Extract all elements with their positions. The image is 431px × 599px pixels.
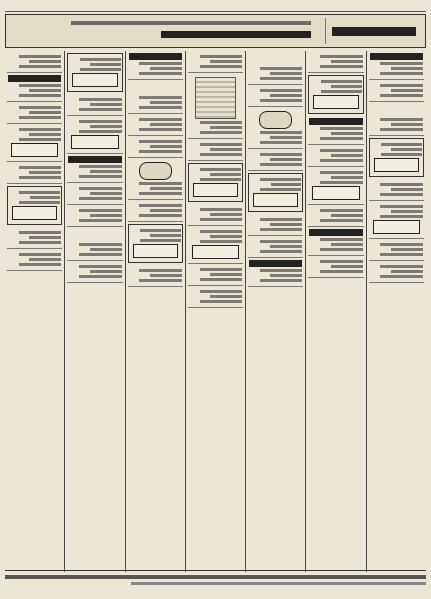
classified-ad	[67, 94, 122, 116]
ad-phone-number	[373, 220, 420, 234]
ad-text-line	[210, 273, 242, 276]
classified-ad	[248, 236, 303, 258]
classified-ad	[67, 205, 122, 227]
ads-grid	[5, 51, 426, 572]
ad-text-line	[260, 279, 303, 282]
ad-text-line	[200, 55, 243, 58]
ad-logo-badge	[139, 162, 172, 180]
ad-phone-number	[11, 143, 58, 157]
classified-ad	[248, 214, 303, 236]
ad-heading	[68, 156, 121, 163]
ad-text-line	[391, 188, 423, 191]
classified-ad	[7, 73, 62, 102]
ad-column-6	[64, 51, 124, 572]
ad-text-line	[270, 274, 302, 277]
ad-text-line	[320, 238, 363, 241]
footer-line	[5, 575, 426, 579]
ad-text-line	[200, 178, 241, 181]
ad-text-line	[271, 183, 302, 186]
classified-ad	[7, 124, 62, 162]
ad-text-line	[200, 168, 241, 171]
ad-text-line	[380, 265, 423, 268]
ad-phone-number	[193, 183, 238, 197]
ad-heading	[309, 118, 362, 125]
ad-text-line	[79, 209, 122, 212]
ad-text-line	[270, 223, 302, 226]
ad-text-line	[380, 118, 423, 121]
ad-text-line	[150, 187, 182, 190]
ad-text-line	[260, 178, 301, 181]
classified-ad	[67, 261, 122, 283]
classified-ad	[128, 136, 183, 158]
ad-text-line	[79, 98, 122, 101]
ad-text-line	[200, 153, 243, 156]
ad-text-line	[150, 274, 182, 277]
ad-text-line	[29, 60, 61, 63]
ad-text-line	[200, 268, 243, 271]
classified-ad	[248, 85, 303, 107]
ad-text-line	[140, 239, 181, 242]
ad-text-line	[139, 72, 182, 75]
ad-phone-number	[72, 73, 117, 87]
classified-ad	[188, 204, 243, 226]
ad-text-line	[139, 62, 182, 65]
ad-text-line	[139, 106, 182, 109]
ad-text-line	[391, 248, 423, 251]
ad-text-line	[320, 159, 363, 162]
ad-text-line	[90, 103, 122, 106]
ad-text-line	[381, 153, 422, 156]
ad-text-line	[260, 240, 303, 243]
ad-text-line	[139, 269, 182, 272]
ad-text-line	[200, 65, 243, 68]
ad-text-line	[380, 205, 423, 208]
classified-ad	[128, 265, 183, 287]
ad-text-line	[150, 67, 182, 70]
classified-ad	[248, 173, 303, 212]
ad-text-line	[79, 243, 122, 246]
classified-ad	[188, 139, 243, 161]
ad-text-line	[260, 188, 301, 191]
ad-text-line	[210, 148, 242, 151]
ad-heading	[8, 75, 61, 82]
classified-ad	[128, 114, 183, 136]
ad-text-line	[260, 141, 303, 144]
ad-text-line	[200, 300, 243, 303]
ad-text-line	[29, 258, 61, 261]
classified-ad	[308, 167, 363, 205]
ad-title	[249, 53, 302, 65]
page-footer	[5, 570, 426, 595]
ad-text-line	[381, 143, 422, 146]
ad-text-line	[29, 171, 61, 174]
classified-ad	[369, 239, 424, 261]
ad-text-line	[320, 149, 363, 152]
masthead-contact	[11, 18, 311, 44]
classifieds-masthead	[5, 14, 426, 48]
ad-text-line	[380, 215, 423, 218]
classified-ad	[128, 224, 183, 263]
ad-text-line	[320, 260, 363, 263]
classified-ad	[128, 158, 183, 200]
ad-text-line	[380, 243, 423, 246]
ad-text-line	[270, 72, 302, 75]
ad-text-line	[331, 132, 363, 135]
ad-text-line	[19, 263, 62, 266]
ad-text-line	[321, 90, 362, 93]
ad-column-4	[185, 51, 245, 572]
ad-text-line	[260, 89, 303, 92]
ad-text-line	[139, 140, 182, 143]
phones-line	[161, 31, 311, 38]
ad-text-line	[79, 130, 122, 133]
ad-text-line	[19, 65, 62, 68]
ad-text-line	[139, 279, 182, 282]
ad-text-line	[320, 171, 363, 174]
classified-ad	[369, 102, 424, 136]
ad-text-line	[79, 108, 122, 111]
classified-ad	[188, 163, 243, 202]
ad-text-line	[19, 84, 62, 87]
ad-text-line	[79, 275, 122, 278]
ad-text-line	[80, 68, 121, 71]
classified-ad	[308, 256, 363, 278]
ad-phone-number	[71, 135, 118, 149]
ad-text-line	[331, 214, 363, 217]
ad-text-line	[331, 176, 363, 179]
ad-text-line	[200, 143, 243, 146]
ad-column-1	[366, 51, 426, 572]
classified-ad	[308, 75, 363, 114]
ad-text-line	[150, 145, 182, 148]
ad-text-line	[19, 201, 60, 204]
ad-text-line	[79, 253, 122, 256]
ad-text-line	[210, 173, 241, 176]
ad-text-line	[260, 99, 303, 102]
ad-text-line	[19, 106, 62, 109]
ad-logo-badge	[259, 111, 292, 129]
ad-text-line	[29, 236, 61, 239]
classified-ad	[369, 51, 424, 80]
classified-ad	[308, 227, 363, 256]
ad-text-line	[90, 63, 121, 66]
ad-text-line	[320, 65, 363, 68]
ad-text-line	[90, 170, 122, 173]
contact-text-line	[71, 21, 311, 25]
ad-text-line	[80, 58, 121, 61]
classified-ad	[128, 51, 183, 80]
classified-ad	[188, 51, 243, 73]
ad-text-line	[210, 235, 242, 238]
ad-heading	[309, 229, 362, 236]
classified-ad	[308, 116, 363, 145]
ad-text-line	[90, 125, 122, 128]
ad-text-line	[90, 192, 122, 195]
ad-heading	[129, 53, 182, 60]
classified-ad	[369, 261, 424, 283]
page-top-line	[5, 4, 426, 12]
ad-text-line	[19, 253, 62, 256]
ad-text-line	[331, 154, 363, 157]
classified-ad	[128, 200, 183, 222]
classified-ad	[188, 226, 243, 264]
ad-text-line	[200, 290, 243, 293]
ad-text-line	[380, 72, 423, 75]
ad-text-line	[19, 166, 62, 169]
ad-text-line	[320, 270, 363, 273]
classified-ad	[188, 73, 243, 139]
ad-phone-number	[12, 206, 57, 220]
ad-text-line	[320, 137, 363, 140]
classified-ad	[67, 227, 122, 261]
classified-ad	[248, 258, 303, 287]
ad-column-7	[5, 51, 64, 572]
classified-ad	[7, 249, 62, 271]
classified-ad	[248, 51, 303, 85]
ad-text-line	[200, 240, 243, 243]
ad-text-line	[19, 138, 62, 141]
ad-text-line	[380, 62, 423, 65]
ad-text-line	[331, 243, 363, 246]
ad-text-line	[150, 209, 182, 212]
ad-text-line	[210, 60, 242, 63]
ad-text-line	[19, 241, 62, 244]
ad-text-line	[260, 250, 303, 253]
ad-text-line	[200, 230, 243, 233]
ad-text-line	[19, 231, 62, 234]
ad-text-line	[90, 248, 122, 251]
classified-ad	[67, 116, 122, 154]
ad-text-line	[391, 270, 423, 273]
ad-text-line	[391, 123, 423, 126]
ad-text-line	[380, 193, 423, 196]
ad-text-line	[200, 218, 243, 221]
ad-text-line	[90, 214, 122, 217]
ad-text-line	[139, 182, 182, 185]
ad-text-line	[331, 265, 363, 268]
ad-text-line	[391, 89, 423, 92]
ad-text-line	[380, 84, 423, 87]
classified-ad	[67, 154, 122, 183]
classified-ad	[7, 102, 62, 124]
ad-text-line	[200, 131, 243, 134]
ad-text-line	[321, 80, 362, 83]
ad-text-line	[210, 126, 242, 129]
ad-title	[68, 229, 121, 241]
ad-text-line	[19, 55, 62, 58]
ad-title	[370, 104, 423, 116]
ad-text-line	[79, 175, 122, 178]
ad-text-line	[260, 218, 303, 221]
ad-text-line	[19, 128, 62, 131]
ad-text-line	[260, 163, 303, 166]
classified-ad	[369, 80, 424, 102]
ad-text-line	[380, 128, 423, 131]
ad-text-line	[331, 85, 362, 88]
ad-text-line	[260, 67, 303, 70]
ad-text-line	[150, 234, 181, 237]
ad-text-line	[391, 148, 422, 151]
ad-text-line	[380, 275, 423, 278]
ad-text-line	[380, 253, 423, 256]
classified-ad	[369, 138, 424, 177]
ad-text-line	[29, 111, 61, 114]
ad-text-line	[139, 150, 182, 153]
classified-ad	[67, 53, 122, 92]
classified-ad	[128, 80, 183, 114]
ad-text-line	[139, 128, 182, 131]
newspaper-logo	[325, 18, 422, 44]
ad-text-line	[79, 265, 122, 268]
ad-text-line	[210, 213, 242, 216]
classified-ad	[308, 51, 363, 73]
ad-text-line	[270, 158, 302, 161]
classified-ad	[7, 186, 62, 225]
ad-text-line	[79, 219, 122, 222]
ad-phone-number	[192, 245, 239, 259]
ad-text-line	[320, 209, 363, 212]
classified-ad	[7, 227, 62, 249]
classified-ad	[188, 264, 243, 286]
ad-phone-number	[313, 95, 358, 109]
ad-text-line	[200, 121, 243, 124]
ad-column-2	[305, 51, 365, 572]
ad-text-line	[320, 181, 363, 184]
ad-text-line	[270, 136, 302, 139]
ad-phone-number	[312, 186, 359, 200]
classified-ad	[67, 183, 122, 205]
ad-text-line	[320, 55, 363, 58]
classified-ad	[188, 286, 243, 308]
ad-text-line	[150, 123, 182, 126]
ad-text-line	[210, 295, 242, 298]
ad-text-line	[320, 219, 363, 222]
ad-text-line	[320, 248, 363, 251]
ad-text-line	[320, 127, 363, 130]
ad-text-line	[19, 191, 60, 194]
ad-text-line	[139, 204, 182, 207]
ad-text-line	[380, 94, 423, 97]
ad-text-line	[79, 187, 122, 190]
ad-heading	[370, 53, 423, 60]
classified-ad	[369, 201, 424, 239]
ad-illustration	[195, 77, 236, 119]
ad-column-3	[245, 51, 305, 572]
ad-text-line	[200, 208, 243, 211]
ad-title	[129, 82, 182, 94]
ad-phone-number	[133, 244, 178, 258]
ad-text-line	[200, 278, 243, 281]
ad-text-line	[150, 101, 182, 104]
ad-text-line	[90, 270, 122, 273]
classified-ad	[308, 205, 363, 227]
ad-text-line	[79, 120, 122, 123]
classified-ad	[248, 149, 303, 171]
ad-text-line	[260, 77, 303, 80]
ad-text-line	[331, 60, 363, 63]
classified-ad	[248, 107, 303, 149]
ad-text-line	[139, 96, 182, 99]
ad-text-line	[139, 214, 182, 217]
ad-text-line	[19, 176, 62, 179]
ad-text-line	[260, 153, 303, 156]
ad-text-line	[270, 245, 302, 248]
ad-phone-number	[374, 158, 419, 172]
ad-text-line	[380, 183, 423, 186]
classified-ad	[308, 145, 363, 167]
ad-text-line	[29, 89, 61, 92]
ad-text-line	[79, 197, 122, 200]
ad-text-line	[260, 228, 303, 231]
ad-text-line	[140, 229, 181, 232]
ad-text-line	[260, 269, 303, 272]
ad-text-line	[139, 118, 182, 121]
ad-text-line	[19, 94, 62, 97]
ad-text-line	[19, 116, 62, 119]
logo-wordmark	[332, 27, 416, 36]
footer-line-2	[131, 582, 426, 585]
classified-ad	[7, 51, 62, 73]
ad-text-line	[391, 67, 423, 70]
ad-text-line	[29, 133, 61, 136]
classified-ad	[369, 179, 424, 201]
ad-text-line	[391, 210, 423, 213]
ad-text-line	[270, 94, 302, 97]
classified-ad	[7, 162, 62, 184]
ad-phone-number	[253, 193, 298, 207]
ad-text-line	[30, 196, 61, 199]
ad-text-line	[260, 131, 303, 134]
ad-heading	[249, 260, 302, 267]
ad-column-5	[125, 51, 185, 572]
ad-text-line	[79, 165, 122, 168]
ad-text-line	[139, 192, 182, 195]
